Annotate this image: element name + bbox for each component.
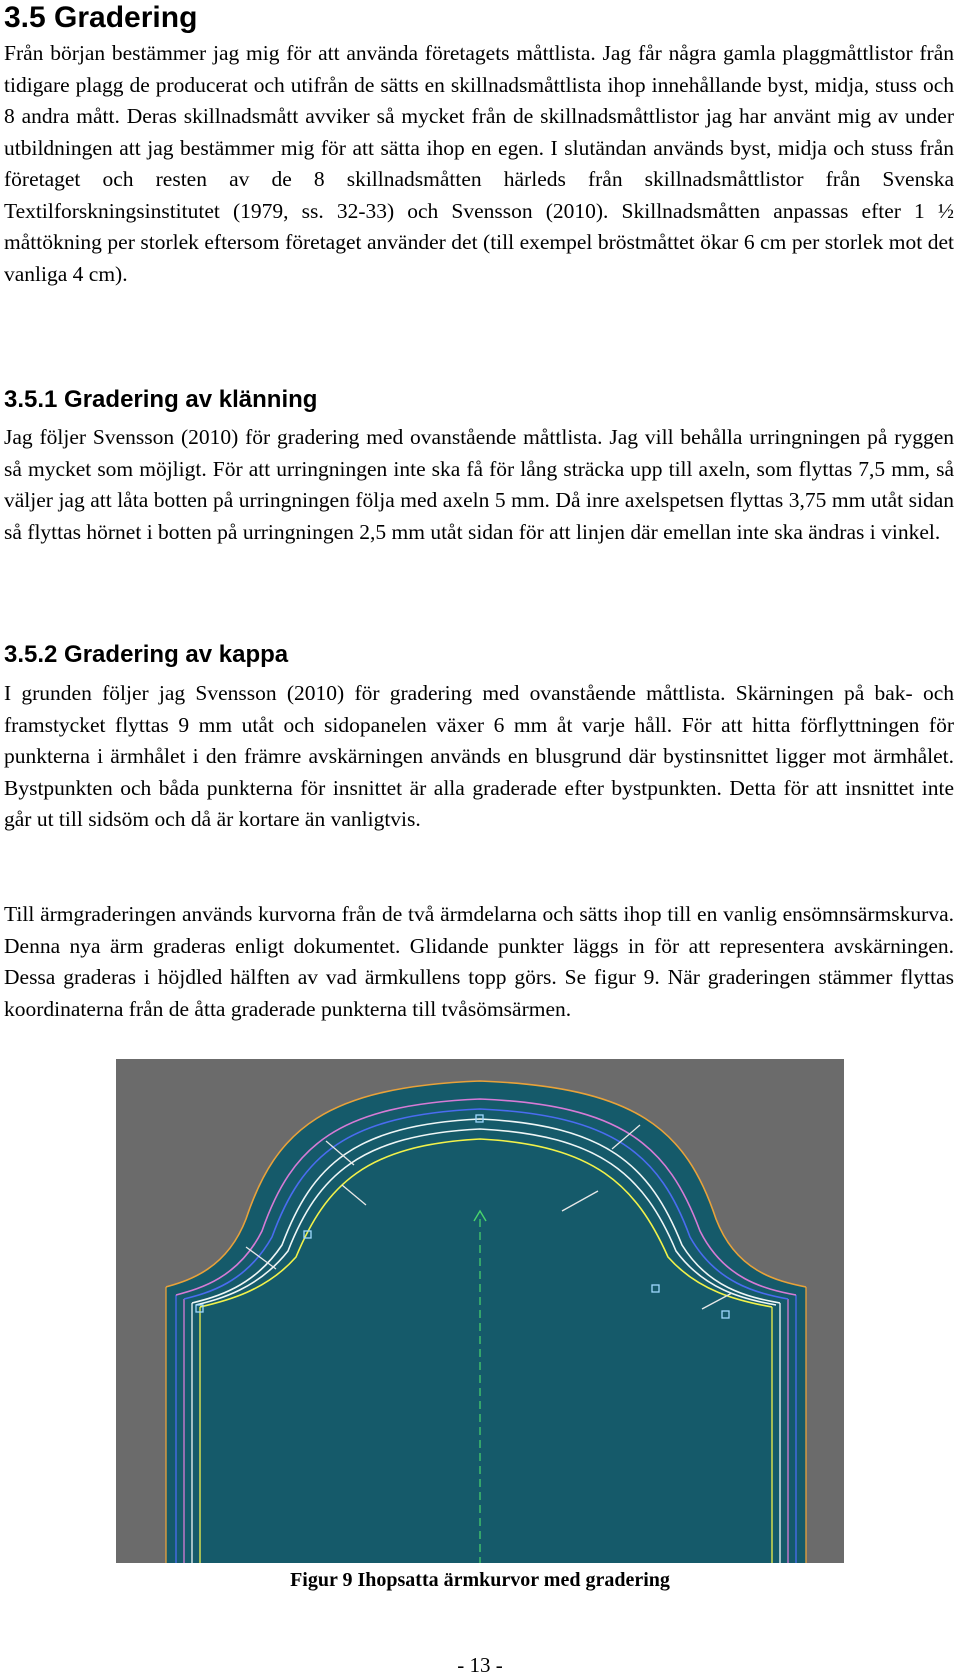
section-heading: 3.5 Gradering: [4, 1, 198, 34]
subsection-heading-dress: 3.5.1 Gradering av klänning: [4, 386, 318, 413]
subsection-paragraph-coat-2: Till ärmgraderingen används kurvorna från de två ärmdelarna och sätts ihop till en vanlig ensömnsärmskurva. Denna nya ärm graderas enligt dokumentet. Glidande punkter läggs in för att representera avskärningen. Dessa graderas i höjdled hälften av vad ärmkullens topp görs. Se figur 9. När graderingen stämmer flyttas koordinaterna från de åtta graderade punkterna till tvåsömsärmen.: [4, 902, 954, 1021]
subsection-heading-coat: 3.5.2 Gradering av kappa: [4, 641, 289, 668]
figure-caption: Figur 9 Ihopsatta ärmkurvor med gradering: [290, 1569, 670, 1591]
sleeve-grading-figure: [116, 1059, 844, 1563]
section-paragraph: Från början bestämmer jag mig för att använda företagets måttlista. Jag får några gamla plaggmåttlistor från tidigare plagg de producerat och utifrån de sätts en skillnadsmåttlista ihop innehållande byst, midja, stuss och 8 andra mått. Deras skillnadsmått avviker så mycket från de skillnadsmåttlistor jag har använt mig av under utbildningen att jag bestämmer mig för att sätta ihop en egen. I slutändan används byst, midja och stuss från företaget och resten av de 8 skillnadsmåtten härleds från skillnadsmåttlistor från Svenska Textilforskningsinstitutet (1979, ss. 32-33) och Svensson (2010). Skillnadsmåtten anpassas efter 1 ½ måttökning per storlek eftersom företaget använder det (till exempel bröstmåttet ökar 6 cm per storlek mot det vanliga 4 cm).: [4, 41, 954, 286]
subsection-paragraph-coat-1: I grunden följer jag Svensson (2010) för gradering med ovanstående måttlista. Skärningen på bak- och framstycket flyttas 9 mm utåt och sidopanelen växer 6 mm åt varje håll. För att hitta förflyttningen för punkterna i ärmhålet i den främre avskärningen används en blusgrund där bystinsnittet ligger mot ärmhålet. Bystpunkten och båda punkterna för insnittet är alla graderade efter bystpunkten. Detta för att insnittet inte går ut till sidsöm och då är kortare än vanligtvis.: [4, 681, 954, 831]
page-number: - 13 -: [457, 1653, 503, 1677]
subsection-paragraph-dress: Jag följer Svensson (2010) för gradering med ovanstående måttlista. Jag vill behålla urringningen på ryggen så mycket som möjligt. För att urringningen inte ska få för lång sträcka upp till axeln, som flyttas 7,5 mm, så väljer jag att låta botten på urringningen följa med axeln 5 mm. Då inre axelspetsen flyttas 3,75 mm utåt sidan så flyttas hörnet i botten på urringningen 2,5 mm utåt sidan för att linjen där emellan inte ska ändras i vinkel.: [4, 425, 954, 544]
